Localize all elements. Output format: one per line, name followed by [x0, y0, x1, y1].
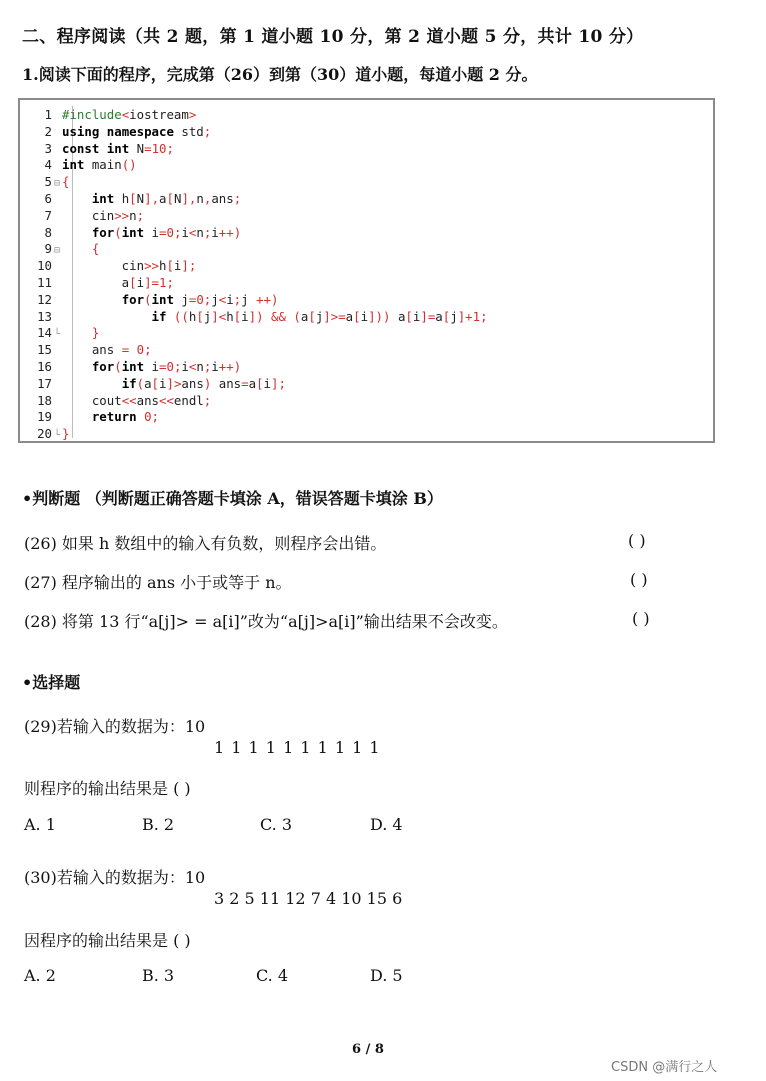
line-number: 13	[37, 308, 52, 324]
fold-marker-icon: └	[53, 430, 61, 442]
code-text: const int N=10;	[62, 140, 174, 156]
line-number: 16	[37, 359, 52, 374]
code-line	[20, 375, 286, 392]
code-text: }	[91, 325, 100, 341]
code-listing	[18, 98, 715, 443]
fold-marker-icon: ⊟	[53, 245, 61, 257]
line-number: 15	[37, 342, 52, 358]
page-number: 6 / 8	[352, 1042, 384, 1057]
q30-option-d: D. 5	[370, 966, 403, 985]
code-line	[20, 156, 137, 173]
code-text: return 0;	[91, 409, 160, 425]
code-line	[20, 224, 241, 241]
code-line	[20, 324, 99, 341]
code-line	[20, 392, 211, 409]
code-text: using namespace std;	[62, 123, 212, 139]
code-text: }	[62, 426, 70, 442]
q29-option-a: A. 1	[24, 815, 56, 834]
fold-marker-icon: ⊟	[53, 178, 61, 190]
code-text: {	[91, 241, 100, 257]
code-text: if ((h[j]<h[i]) && (a[j]>=a[i])) a[i]=a[j]+1;	[151, 308, 488, 324]
answer-bracket-28: ( )	[632, 609, 650, 628]
q29-option-d: D. 4	[370, 815, 403, 834]
code-line	[20, 408, 159, 425]
line-number: 1	[44, 107, 52, 122]
q30-option-a: A. 2	[24, 966, 56, 985]
code-text: int h[N],a[N],n,ans;	[91, 191, 242, 206]
code-line	[20, 341, 152, 358]
code-text: cin>>n;	[62, 207, 145, 223]
code-line	[20, 173, 69, 190]
watermark: CSDN @满行之人	[611, 1060, 718, 1075]
line-number: 6	[44, 191, 52, 206]
judge-item-26: (26) 如果 h 数组中的输入有负数，则程序会出错。	[24, 534, 387, 553]
code-text: cin>>h[i];	[62, 258, 197, 274]
line-number: 9	[44, 241, 52, 257]
code-text: {	[62, 174, 70, 190]
q29-question: 则程序的输出结果是 ( )	[24, 779, 191, 798]
code-line	[20, 140, 174, 157]
answer-bracket-27: ( )	[630, 570, 648, 589]
fold-marker-icon: └	[53, 329, 61, 341]
code-line	[20, 425, 69, 442]
q30-input-data: 3 2 5 11 12 7 4 10 15 6	[214, 889, 403, 908]
line-number: 7	[44, 207, 52, 223]
code-line	[20, 106, 196, 123]
code-line	[20, 358, 241, 375]
code-text: for(int i=0;i<n;i++)	[91, 359, 242, 374]
code-text: int main()	[62, 157, 137, 173]
q30-prompt: (30)若输入的数据为：10	[24, 868, 206, 887]
code-text: a[i]=1;	[62, 275, 174, 290]
q30-question: 因程序的输出结果是 ( )	[24, 931, 191, 950]
line-number: 3	[44, 140, 52, 156]
code-text: #include<iostream>	[62, 107, 197, 122]
q29-option-b: B. 2	[142, 815, 175, 834]
line-number: 17	[37, 375, 52, 391]
answer-bracket-26: ( )	[628, 531, 646, 550]
question1-title: 1.阅读下面的程序，完成第（26）到第（30）道小题，每道小题 2 分。	[22, 65, 538, 84]
code-line	[20, 291, 278, 308]
line-number: 4	[44, 157, 52, 173]
judge-item-28: (28) 将第 13 行“a[j]> = a[i]”改为“a[j]>a[i]”输出结果不会改变。	[24, 612, 508, 631]
code-text: for(int j=0;j<i;j ++)	[121, 291, 279, 307]
code-line	[20, 240, 99, 257]
choice-section-title: •选择题	[22, 673, 81, 692]
line-number: 5	[44, 174, 52, 190]
line-number: 20	[37, 426, 52, 442]
code-text: for(int i=0;i<n;i++)	[91, 224, 242, 240]
line-number: 11	[37, 275, 52, 290]
code-line	[20, 207, 144, 224]
code-line	[20, 123, 211, 140]
code-text: if(a[i]>ans) ans=a[i];	[121, 375, 286, 391]
line-number: 12	[37, 291, 52, 307]
code-text: ans = 0;	[62, 342, 152, 358]
code-line	[20, 190, 241, 207]
judge-section-title: •判断题 （判断题正确答题卡填涂 A，错误答题卡填涂 B）	[22, 489, 443, 508]
q29-prompt: (29)若输入的数据为：10	[24, 717, 206, 736]
q30-option-b: B. 3	[142, 966, 175, 985]
q29-option-c: C. 3	[260, 815, 293, 834]
section-title: 二、程序阅读（共 2 题，第 1 道小题 10 分，第 2 道小题 5 分，共计 10 分）	[22, 27, 644, 47]
code-line	[20, 308, 488, 325]
code-text: cout<<ans<<endl;	[62, 392, 212, 408]
judge-item-27: (27) 程序输出的 ans 小于或等于 n。	[24, 573, 292, 592]
code-line	[20, 257, 196, 274]
code-line	[20, 274, 174, 291]
q29-input-data: 1 1 1 1 1 1 1 1 1 1	[214, 738, 381, 757]
line-number: 2	[44, 123, 52, 139]
line-number: 19	[37, 409, 52, 425]
line-number: 10	[37, 258, 52, 274]
line-number: 18	[37, 392, 52, 408]
line-number: 8	[44, 224, 52, 240]
q30-option-c: C. 4	[256, 966, 289, 985]
line-number: 14	[37, 325, 52, 341]
